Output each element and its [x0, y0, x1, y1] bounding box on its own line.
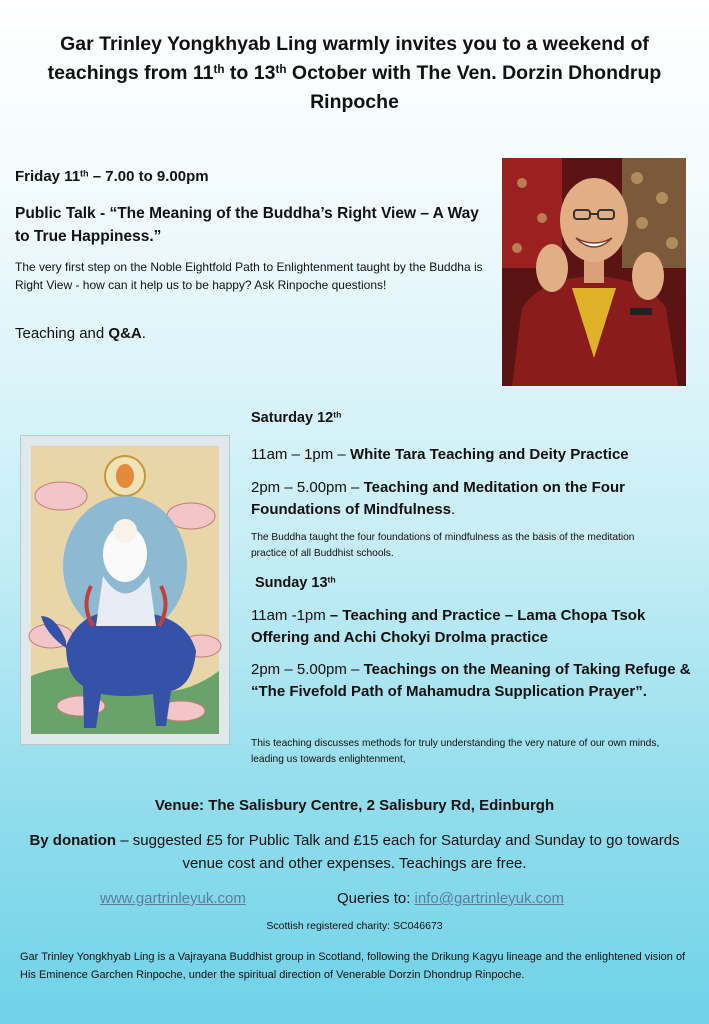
- queries-line: [337, 890, 564, 907]
- saturday-session-2: [251, 477, 691, 521]
- sunday-heading: [255, 575, 336, 591]
- saturday-heading: [251, 410, 341, 426]
- friday-qa-prefix: Teaching and: [15, 325, 109, 342]
- friday-heading: [15, 168, 209, 185]
- saturday-session-2-end: .: [450, 501, 456, 518]
- venue: Venue: The Salisbury Centre, 2 Salisbury Rd, Edinburgh: [154, 797, 555, 814]
- thangka-illustration: [21, 436, 229, 744]
- donation-info: [18, 829, 691, 875]
- donation-label: By donation: [29, 832, 117, 849]
- title-text-3: October with The Ven. Dorzin Dhondrup Rinpoche: [286, 62, 662, 113]
- friday-qa-suffix: .: [141, 325, 146, 342]
- saturday-note: The Buddha taught the four foundations of mindfulness as the basis of the meditation practice of all Buddhist schools.: [251, 532, 635, 559]
- sunday-session-2-title: Teachings on the Meaning of Taking Refuge & “The Fivefold Path of Mahamudra Supplication Prayer”.: [251, 661, 691, 700]
- saturday-session-1-time: 11am – 1pm –: [251, 446, 350, 463]
- sunday-session-1: [251, 605, 691, 649]
- rinpoche-photo: [502, 158, 686, 386]
- page-title: [30, 30, 679, 117]
- friday-qa-bold: Q&A: [108, 325, 142, 342]
- website-link[interactable]: www.gartrinleyuk.com: [100, 890, 246, 907]
- email-link[interactable]: info@gartrinleyuk.com: [414, 890, 564, 907]
- saturday-session-2-title: Teaching and Meditation on the Four Foundations of Mindfulness: [251, 479, 625, 518]
- title-sup-2: th: [275, 63, 287, 77]
- friday-day: Friday 11: [15, 168, 81, 185]
- title-sup-1: th: [213, 63, 225, 77]
- friday-time: – 7.00 to 9.00pm: [88, 168, 209, 185]
- donation-text: – suggested £5 for Public Talk and £15 each for Saturday and Sunday to go towards venue cost and other expenses. Teachings are free.: [116, 832, 680, 872]
- charity-number: Scottish registered charity: SC046673: [266, 920, 443, 932]
- rinpoche-photo-illustration: [502, 158, 686, 386]
- sunday-session-2-time: 2pm – 5.00pm –: [251, 661, 364, 678]
- friday-qa: [15, 325, 146, 342]
- saturday-session-2-time: 2pm – 5.00pm –: [251, 479, 364, 496]
- friday-description: The very first step on the Noble Eightfold Path to Enlightenment taught by the Buddha is Right View - how can it help us to be happy? Ask Rinpoche questions!: [15, 260, 483, 292]
- sunday-session-1-time: 11am -1pm: [251, 607, 330, 624]
- title-text-2: to 13: [224, 62, 276, 84]
- sunday-session-2: [251, 659, 696, 703]
- footer-description: Gar Trinley Yongkhyab Ling is a Vajrayana Buddhist group in Scotland, following the Drikung Kagyu lineage and the enlightened vision of His Eminence Garchen Rinpoche, under the spiritual direction of Venerable Dorzin Dhondrup Rinpoche.: [20, 951, 686, 981]
- sunday-day-sup: th: [327, 574, 336, 585]
- sunday-day: Sunday 13: [255, 575, 328, 591]
- saturday-session-1-title: White Tara Teaching and Deity Practice: [349, 446, 629, 463]
- saturday-day: Saturday 12: [251, 410, 334, 426]
- saturday-session-1: [251, 444, 691, 466]
- friday-talk-title: Public Talk - “The Meaning of the Buddha’s Right View – A Way to True Happiness.”: [15, 205, 479, 245]
- saturday-day-sup: th: [333, 409, 342, 420]
- thangka-image: [20, 435, 230, 745]
- title-text-1: Gar Trinley Yongkhyab Ling warmly invites you to a weekend of teachings from 11: [47, 33, 649, 84]
- queries-label: Queries to:: [337, 890, 415, 907]
- sunday-note: This teaching discusses methods for truly understanding the very nature of our own minds, leading us towards enlightenment,: [251, 738, 660, 765]
- sunday-session-1-title: – Teaching and Practice – Lama Chopa Tsok Offering and Achi Chokyi Drolma practice: [251, 607, 646, 646]
- friday-day-sup: th: [80, 168, 89, 179]
